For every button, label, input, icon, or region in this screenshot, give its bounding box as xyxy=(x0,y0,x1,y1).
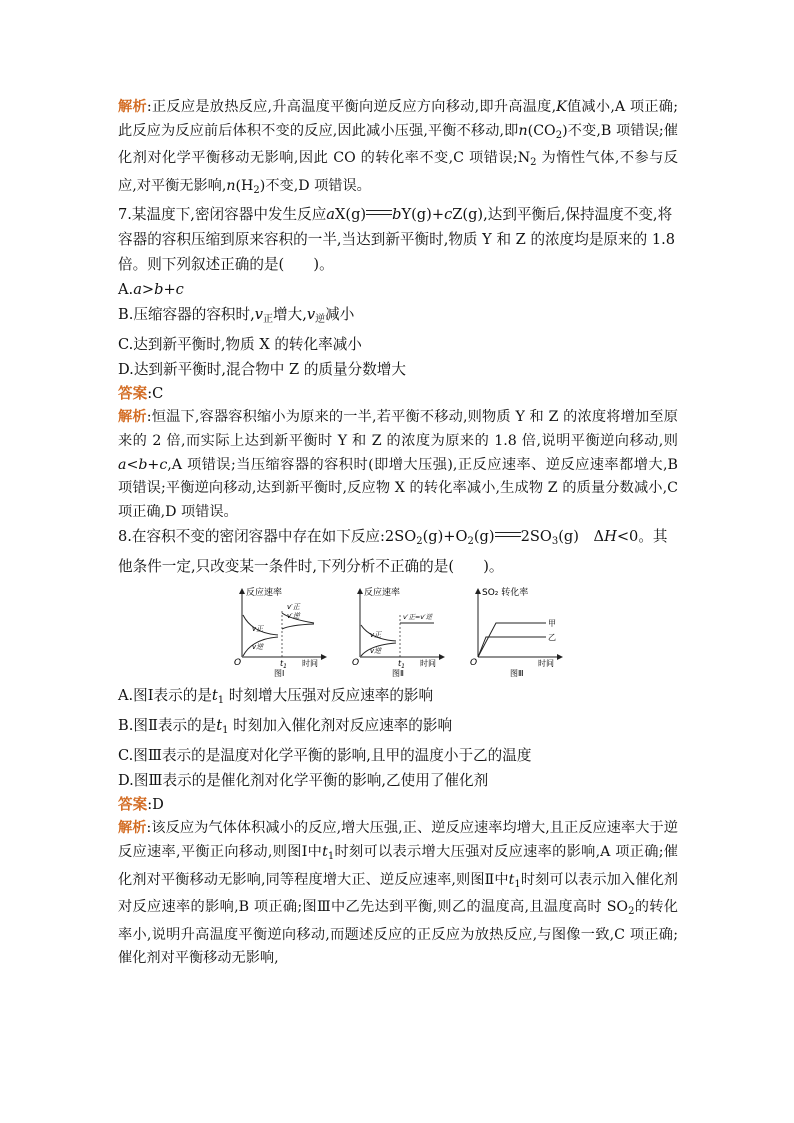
figure-caption: 图Ⅱ xyxy=(392,669,404,678)
q8-stem: 8.在容积不变的密闭容器中存在如下反应$:2SO_2(g)+O_2(g)$ $2SO_3(g)$ ΔH<0。其他条件一定,只改变某一条件时,下列分析不正确的是( )。 xyxy=(118,528,668,576)
figure-2 xyxy=(348,585,448,677)
label-jia: 甲 xyxy=(548,619,556,629)
v-equal-label: v′正=v′逆 xyxy=(403,613,433,622)
q8-option-b: B.图Ⅱ表示的是$t_1$ 时刻加入催化剂对反应速率的影响 xyxy=(118,717,453,737)
v-forward-label: v正 xyxy=(370,631,382,640)
q8-analysis: 解析:该反应为气体体积减小的反应,增大压强,正、逆反应速率均增大,且正反应速率大于逆反应速率,平衡正向移动,则图Ⅰ中$t_1$时刻可以表示增大压强对反应速率的影响,A 项正确;催化剂对平衡移动无影响,同等程度增大正、逆反应速率,则图Ⅱ中$t_1$时刻可以表示加入催化剂对反应速率的影响,B 项正确;图Ⅲ中乙先达到平衡,则乙的温度高,且温度高时 $SO_2$的转化率小,说明升高温度平衡逆向移动,而题述反应的正反应为放热反应,与图像一致,C 项正确;催化剂对平衡移动无影响, xyxy=(118,820,678,967)
answer-label: 答案 xyxy=(118,796,148,814)
curve-jia xyxy=(478,623,546,657)
q7-answer: 答案:C xyxy=(118,385,164,403)
figure-caption: 图Ⅰ xyxy=(274,669,285,678)
q7-option-c: C.达到新平衡时,物质 X 的转化率减小 xyxy=(118,336,362,354)
q7-analysis: 解析:恒温下,容器容积缩小为原来的一半,若平衡不移动,则物质 Y 和 Z 的浓度将增加至原来的 2 倍,而实际上达到新平衡时 Y 和 Z 的浓度为原来的 1.8 倍,说明平衡逆向移动,则a<b+c,A 项错误;当压缩容器的容积时(即增大压强),正反应速率、逆反应速率都增大,B 项错误;平衡逆向移动,达到新平衡时,反应物 X 的转化率减小,生成物 Z 的质量分数减小,C 项正确,D 项错误。 xyxy=(118,409,678,520)
x-axis-label: 时间 xyxy=(302,659,318,669)
figure-caption: 图Ⅲ xyxy=(510,669,524,678)
v-reverse-label: v逆 xyxy=(370,647,382,656)
x-axis-label: 时间 xyxy=(538,659,554,669)
q8-answer: 答案:D xyxy=(118,796,164,814)
origin-label: O xyxy=(352,658,360,669)
q7-option-b: B.压缩容器的容积时$,v_正$增大$,v_逆$减小 xyxy=(118,306,355,326)
analysis-label: 解析 xyxy=(118,820,147,837)
equilibrium-arrow-icon xyxy=(495,531,521,539)
figures-row xyxy=(118,585,678,677)
q7-stem: 7.某温度下,密闭容器中发生反应aX(g) bY(g)+cZ(g),达到平衡后,保持温度不变,将容器的容积压缩到原来容积的一半,当达到新平衡时,物质 Y 和 Z 的浓度均是原来的 1.8 倍。则下列叙述正确的是( )。 xyxy=(118,206,676,274)
q8-option-a: A.图Ⅰ表示的是$t_1$ 时刻增大压强对反应速率的影响 xyxy=(118,687,434,707)
v-forward-label: v正 xyxy=(252,625,264,634)
x-axis-label: 时间 xyxy=(420,659,436,669)
q6-analysis: 解析:正反应是放热反应,升高温度平衡向逆反应方向移动,即升高温度,K值减小,A 项正确;此反应为反应前后体积不变的反应,因此减小压强,平衡不移动,即$n(CO_2)$不变,B 项错误;催化剂对化学平衡移动无影响,因此 CO 的转化率不变,C 项错误$;N_2$ 为惰性气体,不参与反应,对平衡无影响$,n(H_2)$不变,D 项错误。 xyxy=(118,99,678,196)
curve-yi xyxy=(478,637,546,657)
figure-3 xyxy=(466,585,566,677)
q8-option-d: D.图Ⅲ表示的是催化剂对化学平衡的影响,乙使用了催化剂 xyxy=(118,772,489,790)
answer-label: 答案 xyxy=(118,385,148,403)
t1-label: $t_1$ xyxy=(398,659,405,671)
figure-1 xyxy=(230,585,330,677)
y-axis-label: SO₂ 转化率 xyxy=(482,588,529,599)
origin-label: O xyxy=(470,658,478,669)
label-yi: 乙 xyxy=(548,633,556,643)
q8-option-c: C.图Ⅲ表示的是温度对化学平衡的影响,且甲的温度小于乙的温度 xyxy=(118,747,532,765)
equilibrium-arrow-icon xyxy=(366,209,392,217)
v-reverse-prime-label: v′逆 xyxy=(287,612,300,621)
q7-option-a: A.a>b+c xyxy=(118,281,184,299)
v-forward-prime-label: v′正 xyxy=(287,603,300,612)
y-axis-label: 反应速率 xyxy=(364,588,401,599)
origin-label: O xyxy=(234,658,242,669)
q7-option-d: D.达到新平衡时,混合物中 Z 的质量分数增大 xyxy=(118,361,406,379)
analysis-label: 解析 xyxy=(118,409,147,426)
v-reverse-prime-curve xyxy=(282,624,314,629)
document-page xyxy=(118,96,678,971)
analysis-label: 解析 xyxy=(118,99,147,115)
y-axis-label: 反应速率 xyxy=(246,588,283,599)
t1-label: $t_1$ xyxy=(280,659,287,671)
v-reverse-label: v逆 xyxy=(252,643,264,652)
